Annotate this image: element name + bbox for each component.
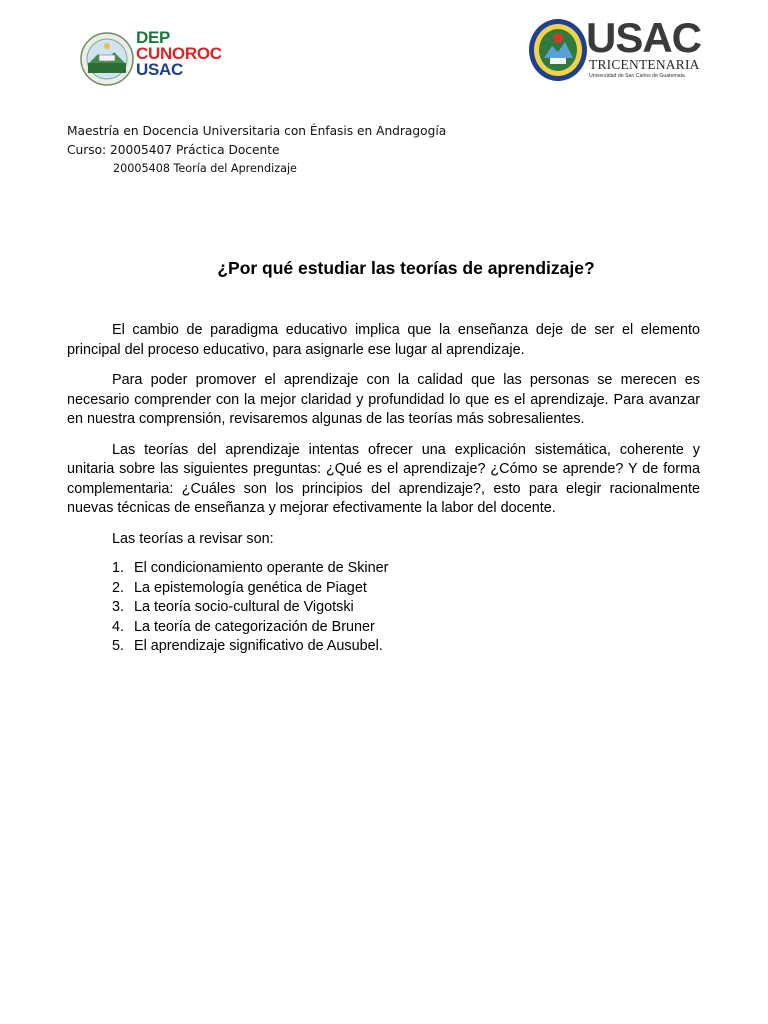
document-body [67,321,700,657]
paragraph-3: Las teorías del aprendizaje intentas ofrecer una explicación sistemática, coherente y unitaria sobre las siguientes preguntas: ¿Qué es el aprendizaje? ¿Cómo se aprende? Y de forma complementaria: ¿Cuáles son los principios del aprendizaje?, esto para elegir racionalmente nuevas técnicas de enseñanza y mejorar efectivamente la labor del docente. [67,441,700,516]
list-number: 5. [112,638,125,654]
list-item-text: El aprendizaje significativo de Ausubel. [134,638,383,654]
list-item [112,579,700,599]
logo-line-usac: USAC [136,60,183,79]
list-item-text: La teoría de categorización de Bruner [134,618,375,635]
logo-line-cunoroc: CUNOROC [136,44,222,63]
list-number: 4. [112,618,125,635]
list-number: 1. [112,560,125,576]
list-intro: Las teorías a revisar son: [112,530,274,547]
dep-cunoroc-wordmark [136,30,222,78]
cunoroc-seal-icon [80,32,134,86]
list-item [112,598,700,618]
tricentenaria-text: TRICENTENARIA [589,57,700,72]
list-item [112,637,700,657]
paragraph-1: El cambio de paradigma educativo implica que la enseñanza deje de ser el elemento principal del proceso educativo, para asignarle ese lugar al aprendizaje. [67,322,700,358]
theories-list [67,559,700,657]
list-item-text: La teoría socio-cultural de Vigotski [134,599,354,615]
document-title: ¿Por qué estudiar las teorías de aprendizaje? [217,258,595,278]
paragraph-2: Para poder promover el aprendizaje con la calidad que las personas se merecen es necesario comprender con la mejor claridad y profundidad lo que es el aprendizaje. Para avanzar en nuestra comprensión, revisaremos algunas de las teorías más sobresalientes. [67,372,700,427]
dep-cunoroc-logo [80,28,240,88]
usac-tricentenaria-logo [528,16,708,86]
course-info [67,122,446,177]
program-name: Maestría en Docencia Universitaria con Énfasis en Andragogía [67,124,447,138]
list-item [112,559,700,579]
list-item [112,618,700,638]
list-number: 3. [112,599,125,615]
usac-seal-icon [528,18,588,82]
list-number: 2. [112,579,125,596]
course-line-secondary: 20005408 Teoría del Aprendizaje [113,162,297,175]
list-item-text: La epistemología genética de Piaget [134,579,367,596]
usac-wordmark: USAC [586,14,702,61]
list-item-text: El condicionamiento operante de Skiner [134,560,389,576]
university-name: Universidad de San Carlos de Guatemala [589,73,685,79]
course-line: Curso: 20005407 Práctica Docente [67,143,280,157]
logo-line-dep: DEP [136,28,171,47]
